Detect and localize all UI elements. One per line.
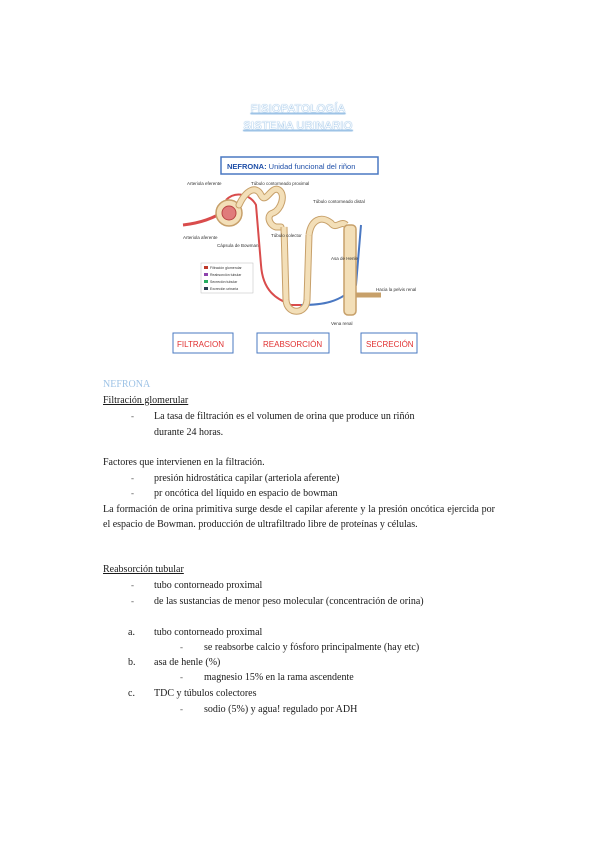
lettered-c-letter: c.	[128, 688, 135, 699]
label-capsula-bowman: Cápsula de Bowman	[217, 243, 259, 248]
nephron-figure	[177, 155, 417, 357]
label-vena: Vena renal	[331, 321, 353, 326]
label-tubulo-proximal: Túbulo contorneado proximal	[251, 181, 310, 186]
bullet-dash: -	[131, 580, 134, 590]
label-reabsorcion: REABSORCIÓN	[263, 340, 323, 349]
legend-item-2: Reabsorción tubular	[210, 273, 242, 277]
lettered-c-text: TDC y túbulos colectores	[154, 688, 257, 699]
collecting-duct	[344, 225, 356, 315]
label-tubulo-distal: Túbulo contorneado distal	[313, 199, 365, 204]
legend-item-4: Excreción urinaria	[210, 287, 239, 291]
reabsorcion-item-2: de las sustancias de menor peso molecular (concentración de orina)	[154, 596, 424, 607]
label-tubulo-colector: Túbulo colector	[271, 233, 302, 238]
legend-item-1: Filtración glomerular	[210, 266, 242, 270]
bullet-dash: -	[180, 672, 183, 682]
filtracion-heading: Filtración glomerular	[103, 395, 189, 406]
legend-item-3: Secreción tubular	[210, 280, 238, 284]
lettered-b-sub: magnesio 15% en la rama ascendente	[204, 672, 354, 683]
bullet-dash: -	[131, 488, 134, 498]
factores-paragraph: La formación de orina primitiva surge desde el capilar aferente y la presión oncótica ejercida por el espacio de Bowman. producción de ultrafiltrado libre de proteínas y células.	[103, 504, 495, 530]
bullet-dash: -	[131, 596, 134, 606]
lettered-a-sub: se reabsorbe calcio y fósforo principalmente (hay etc)	[204, 642, 420, 653]
figure-heading: NEFRONA: Unidad funcional del riñon	[227, 162, 356, 171]
factores-item-2: pr oncótica del líquido en espacio de bowman	[154, 488, 338, 499]
filtracion-bullet-line2: durante 24 horas.	[154, 427, 224, 438]
label-asa-henle: Asa de Henle	[331, 256, 359, 261]
lettered-a-letter: a.	[128, 627, 135, 638]
reabsorcion-item-1: tubo contorneado proximal	[154, 580, 263, 591]
label-arteriola-eferente: Arteriola eferente	[187, 181, 222, 186]
filtracion-bullet-line1: La tasa de filtración es el volumen de orina que produce un riñón	[154, 411, 415, 422]
factores-item-1: presión hidrostática capilar (arteriola aferente)	[154, 473, 340, 484]
label-filtracion: FILTRACION	[177, 340, 224, 349]
bullet-dash: -	[131, 473, 134, 483]
bullet-dash: -	[180, 642, 183, 652]
label-secrecion: SECRECIÓN	[366, 340, 414, 349]
lettered-a-text: tubo contorneado proximal	[154, 627, 263, 638]
section-title: NEFRONA	[103, 379, 151, 390]
document-title-line2: SISTEMA URINARIO	[243, 120, 353, 132]
bullet-dash: -	[180, 704, 183, 714]
lettered-c-sub: sodio (5%) y agua! regulado por ADH	[204, 704, 358, 715]
bullet-dash: -	[131, 411, 134, 421]
lettered-b-letter: b.	[128, 657, 136, 668]
factores-intro: Factores que intervienen en la filtración.	[103, 457, 265, 468]
label-arteriola-aferente: Arteriola aferente	[183, 235, 218, 240]
reabsorcion-heading: Reabsorción tubular	[103, 564, 184, 575]
label-hacia-pelvis: Hacia la pelvis renal	[376, 287, 417, 292]
lettered-b-text: asa de henle (%)	[154, 657, 221, 668]
glomerulus	[222, 206, 236, 220]
document-title-line1: FISIOPATOLOGÍA	[250, 103, 346, 115]
